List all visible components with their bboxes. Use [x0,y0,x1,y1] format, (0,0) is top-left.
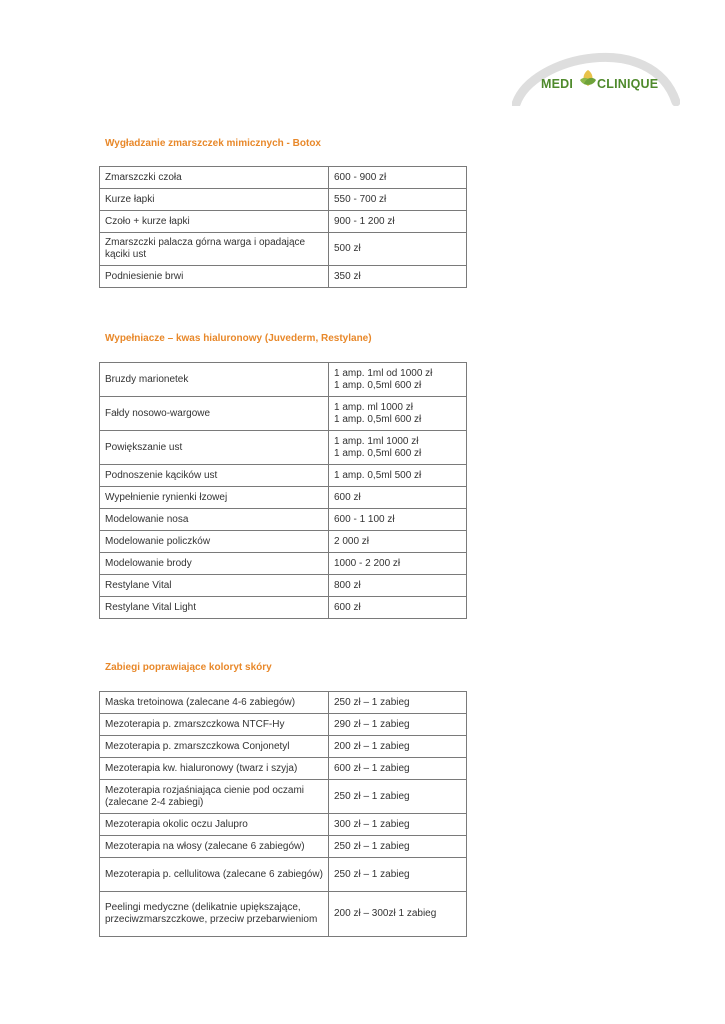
table-row [100,266,467,288]
section-title-skin-tone: Zabiegi poprawiające koloryt skóry [105,662,272,673]
table-row [100,892,467,937]
treatment-price: 900 - 1 200 zł [329,211,467,233]
treatment-name: Powiększanie ust [100,431,329,465]
table-row [100,758,467,780]
treatment-price: 250 zł – 1 zabieg [329,780,467,814]
treatment-name: Peelingi medyczne (delikatnie upiększające, przeciwzmarszczkowe, przeciw przebarwieniom [100,892,329,937]
table-row [100,836,467,858]
treatment-name: Mezoterapia p. zmarszczkowa Conjonetyl [100,736,329,758]
treatment-price: 600 - 1 100 zł [329,509,467,531]
logo-text-clinique: CLINIQUE [597,77,659,91]
table-row [100,211,467,233]
treatment-price: 300 zł – 1 zabieg [329,814,467,836]
treatment-name: Mezoterapia p. zmarszczkowa NTCF-Hy [100,714,329,736]
treatment-name: Czoło + kurze łapki [100,211,329,233]
table-row [100,397,467,431]
treatment-price: 500 zł [329,233,467,266]
treatment-name: Restylane Vital [100,575,329,597]
table-row [100,736,467,758]
treatment-price: 600 zł – 1 zabieg [329,758,467,780]
price-table-botox [99,166,467,288]
table-row [100,780,467,814]
table-row [100,575,467,597]
treatment-name: Modelowanie brody [100,553,329,575]
treatment-name: Zmarszczki czoła [100,167,329,189]
treatment-price: 600 zł [329,597,467,619]
leaf-icon [580,70,596,86]
treatment-name: Fałdy nosowo-wargowe [100,397,329,431]
treatment-name: Modelowanie nosa [100,509,329,531]
treatment-price: 1 amp. ml 1000 zł 1 amp. 0,5ml 600 zł [329,397,467,431]
treatment-price: 1 amp. 1ml 1000 zł 1 amp. 0,5ml 600 zł [329,431,467,465]
treatment-price: 1 amp. 0,5ml 500 zł [329,465,467,487]
table-row [100,553,467,575]
treatment-name: Mezoterapia rozjaśniająca cienie pod oczami (zalecane 2-4 zabiegi) [100,780,329,814]
treatment-price: 200 zł – 1 zabieg [329,736,467,758]
treatment-price: 2 000 zł [329,531,467,553]
treatment-price: 350 zł [329,266,467,288]
treatment-price: 250 zł – 1 zabieg [329,692,467,714]
table-row [100,167,467,189]
table-row [100,858,467,892]
treatment-name: Wypełnienie rynienki łzowej [100,487,329,509]
table-row [100,692,467,714]
table-row [100,233,467,266]
table-row [100,597,467,619]
treatment-price: 200 zł – 300zł 1 zabieg [329,892,467,937]
table-row [100,509,467,531]
treatment-price: 250 zł – 1 zabieg [329,858,467,892]
treatment-price: 290 zł – 1 zabieg [329,714,467,736]
treatment-price: 1 amp. 1ml od 1000 zł 1 amp. 0,5ml 600 zł [329,363,467,397]
treatment-price: 550 - 700 zł [329,189,467,211]
table-row [100,465,467,487]
table-row [100,531,467,553]
treatment-name: Mezoterapia p. cellulitowa (zalecane 6 zabiegów) [100,858,329,892]
price-table-skin-tone [99,691,467,937]
table-row [100,487,467,509]
table-row [100,814,467,836]
treatment-name: Mezoterapia na włosy (zalecane 6 zabiegów) [100,836,329,858]
treatment-name: Modelowanie policzków [100,531,329,553]
brand-logo [512,36,680,106]
treatment-name: Kurze łapki [100,189,329,211]
section-title-botox: Wygładzanie zmarszczek mimicznych - Botox [105,138,321,149]
treatment-name: Maska tretoinowa (zalecane 4-6 zabiegów) [100,692,329,714]
table-row [100,431,467,465]
treatment-name: Zmarszczki palacza górna warga i opadające kąciki ust [100,233,329,266]
treatment-price: 250 zł – 1 zabieg [329,836,467,858]
logo-text-medi: MEDI [541,77,574,91]
treatment-price: 800 zł [329,575,467,597]
treatment-name: Podnoszenie kącików ust [100,465,329,487]
table-row [100,363,467,397]
treatment-price: 600 - 900 zł [329,167,467,189]
section-title-fillers: Wypełniacze – kwas hialuronowy (Juvederm, Restylane) [105,333,372,344]
price-table-fillers [99,362,467,619]
logo-arc-icon [512,36,680,106]
treatment-name: Mezoterapia okolic oczu Jalupro [100,814,329,836]
treatment-name: Podniesienie brwi [100,266,329,288]
treatment-name: Mezoterapia kw. hialuronowy (twarz i szyja) [100,758,329,780]
treatment-name: Restylane Vital Light [100,597,329,619]
table-row [100,714,467,736]
treatment-price: 600 zł [329,487,467,509]
treatment-name: Bruzdy marionetek [100,363,329,397]
table-row [100,189,467,211]
treatment-price: 1000 - 2 200 zł [329,553,467,575]
